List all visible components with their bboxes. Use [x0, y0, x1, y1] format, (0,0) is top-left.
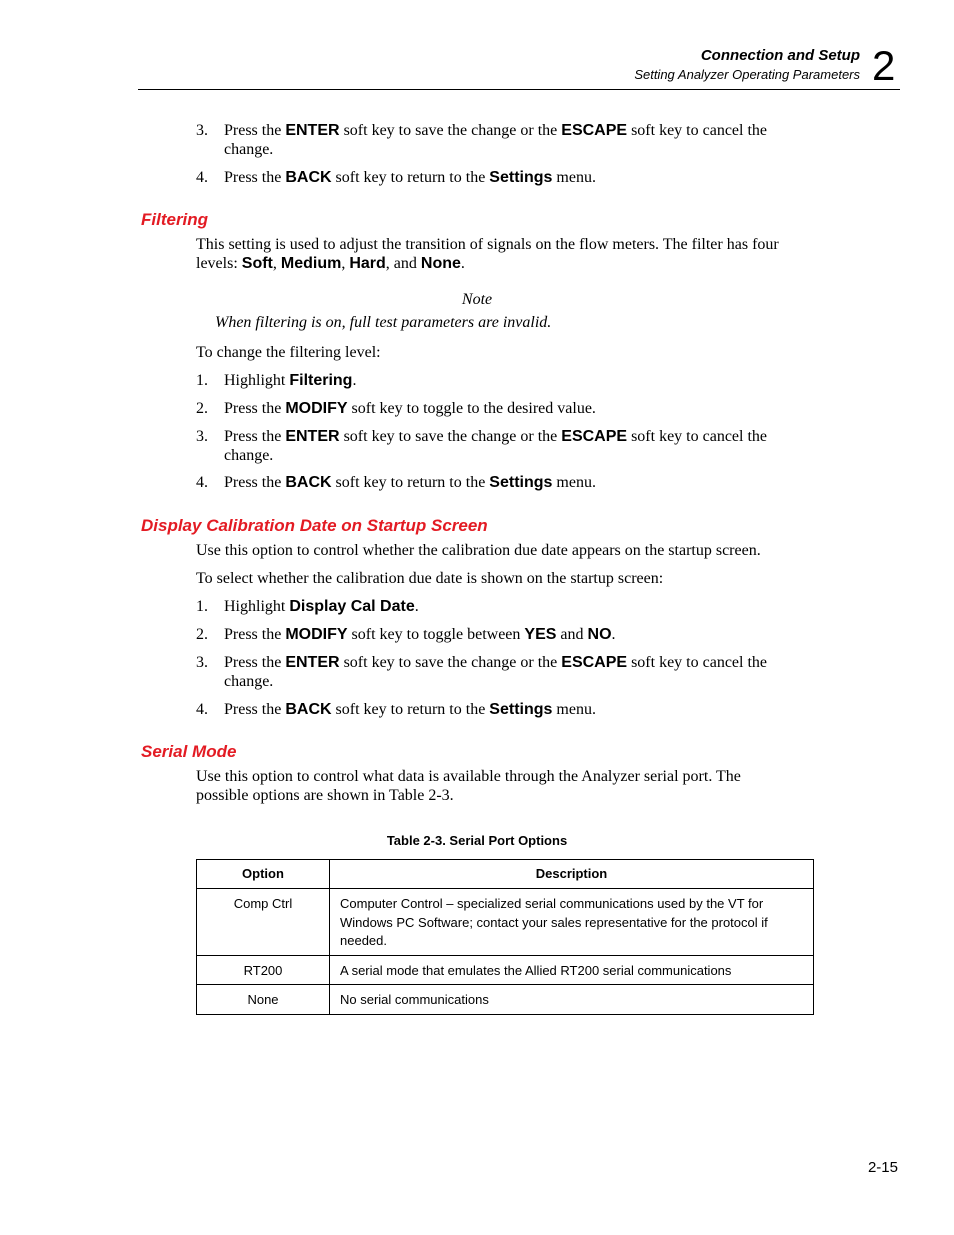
heading-serial-mode: Serial Mode	[141, 742, 237, 761]
step-item: 1. Highlight Display Cal Date.	[196, 598, 419, 615]
serial-paragraph: Use this option to control what data is available through the Analyzer serial port. The possible options are shown in Table 2-3.	[196, 768, 741, 804]
option-cell: Comp Ctrl	[197, 889, 330, 956]
column-header-description: Description	[330, 860, 814, 889]
step-item: 4. Press the BACK soft key to return to the Settings menu.	[196, 169, 596, 186]
header-rule	[138, 89, 900, 90]
calibration-paragraph-1: Use this option to control whether the calibration due date appears on the startup screen.	[196, 542, 761, 559]
filtering-intro: To change the filtering level:	[196, 344, 381, 361]
chapter-number: 2	[872, 42, 896, 89]
calibration-paragraph-2: To select whether the calibration due date is shown on the startup screen:	[196, 570, 664, 587]
step-item: 3. Press the ENTER soft key to save the change or the ESCAPE soft key to cancel the change.	[196, 428, 768, 464]
step-item: 1. Highlight Filtering.	[196, 372, 357, 389]
step-item: 4. Press the BACK soft key to return to the Settings menu.	[196, 474, 596, 491]
step-item: 2. Press the MODIFY soft key to toggle to the desired value.	[196, 400, 596, 417]
serial-port-options-table	[196, 859, 814, 1015]
chapter-title: Connection and Setup	[700, 47, 860, 64]
step-item: 3. Press the ENTER soft key to save the change or the ESCAPE soft key to cancel the change.	[196, 122, 768, 158]
heading-filtering: Filtering	[141, 210, 209, 229]
page-number: 2-15	[867, 1159, 898, 1176]
note-label: Note	[461, 291, 493, 308]
description-cell: No serial communications	[330, 985, 814, 1015]
step-item: 4. Press the BACK soft key to return to the Settings menu.	[196, 701, 596, 718]
table-header-row	[197, 860, 814, 889]
step-item: 3. Press the ENTER soft key to save the change or the ESCAPE soft key to cancel the change.	[196, 654, 768, 690]
option-cell: RT200	[197, 955, 330, 985]
note-text: When filtering is on, full test parameters are invalid.	[215, 314, 552, 331]
table-row	[197, 889, 814, 956]
table-row	[197, 985, 814, 1015]
filtering-paragraph: This setting is used to adjust the transition of signals on the flow meters. The filter has four levels: Soft, Medium, Hard, and None.	[196, 236, 779, 272]
description-cell: Computer Control – specialized serial communications used by the VT for Windows PC Software; contact your sales representative for the protocol if needed.	[330, 889, 814, 956]
description-cell: A serial mode that emulates the Allied RT200 serial communications	[330, 955, 814, 985]
step-item: 2. Press the MODIFY soft key to toggle between YES and NO.	[196, 626, 616, 643]
table-row	[197, 955, 814, 985]
section-title: Setting Analyzer Operating Parameters	[634, 67, 860, 82]
heading-display-calibration-date: Display Calibration Date on Startup Screen	[141, 516, 488, 535]
table-caption: Table 2-3. Serial Port Options	[386, 833, 568, 848]
column-header-option: Option	[197, 860, 330, 889]
option-cell: None	[197, 985, 330, 1015]
